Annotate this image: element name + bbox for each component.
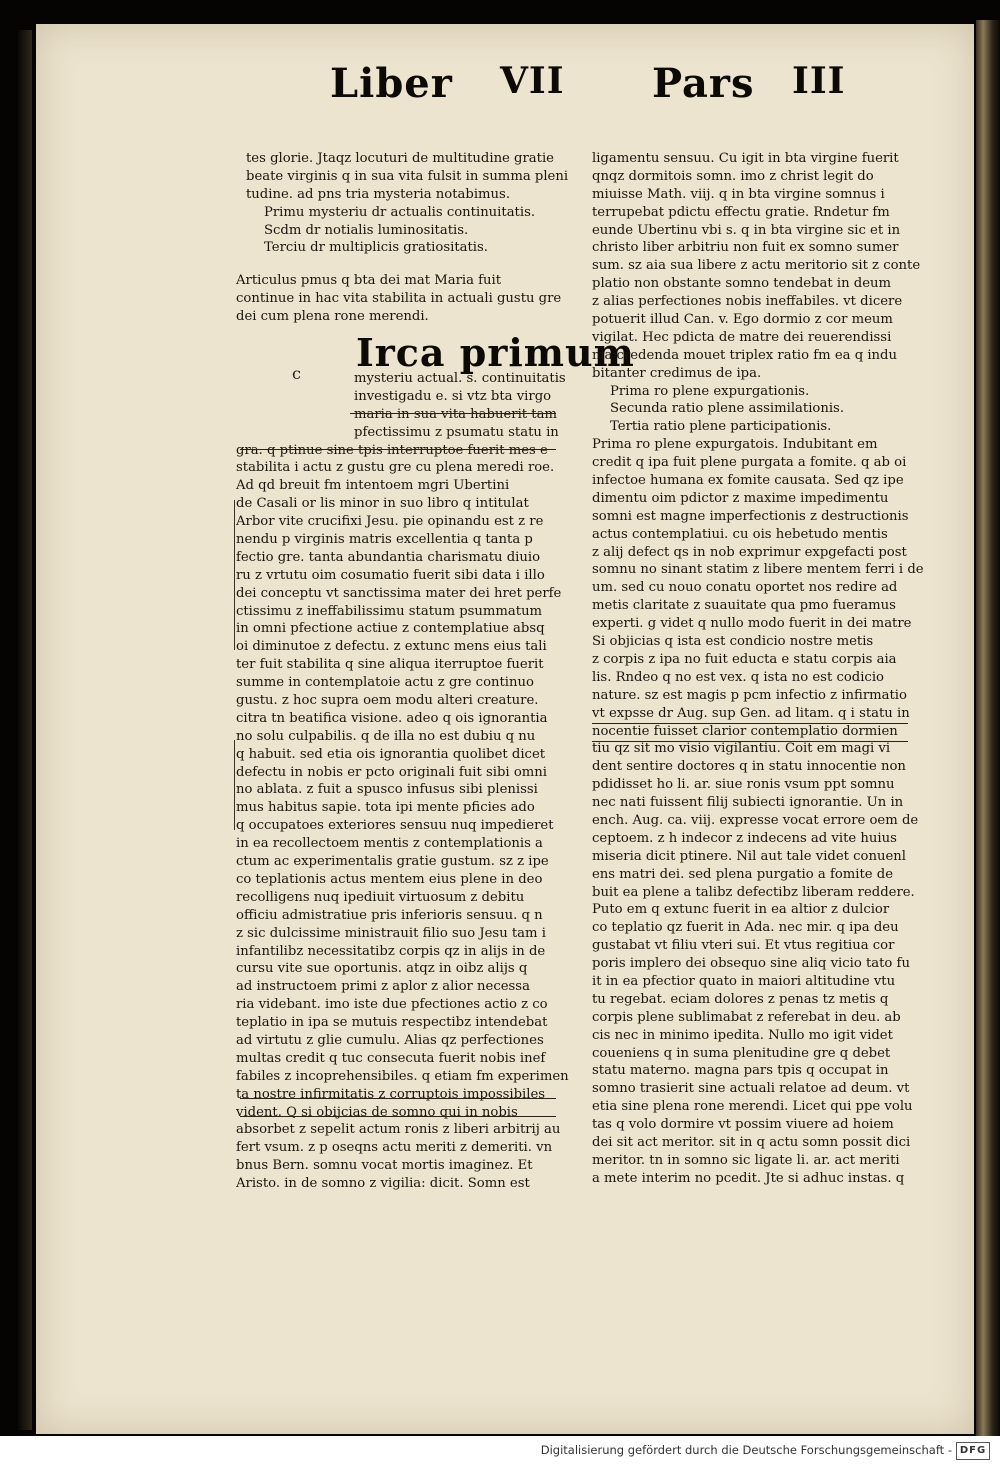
text-line: dei sit act meritor. sit in q actu somn possit dici [592, 1134, 911, 1150]
text-line: Si objicias q ista est condicio nostre metis [592, 634, 874, 650]
marginal-bracket-2 [234, 740, 239, 830]
text-line: stabilita i actu z gustu gre cu plena meredi roe. [236, 460, 555, 476]
text-line: um. sed cu nouo conatu oportet nos redire ad [592, 580, 898, 596]
text-line: terrupebat pdictu effectu gratie. Rndetur fm [592, 204, 890, 220]
text-line: mus habitus sapie. tota ipi mente pficies ado [236, 800, 535, 816]
text-line: fabiles z incoprehensibiles. q etiam fm experimen [236, 1068, 569, 1084]
text-line: corpis plene sublimabat z referebat in deu. ab [592, 1009, 901, 1025]
text-line: Prima ro plene expurgationis. [610, 383, 810, 399]
text-line: ria videbant. imo iste due pfectiones actio z co [236, 997, 548, 1013]
text-line: sum. sz aia sua libere z actu meritorio sit z conte [592, 258, 921, 274]
text-line: q occupatoes exteriores sensuu nuq impedieret [236, 818, 554, 834]
funding-credit: Digitalisierung gefördert durch die Deutsche Forschungsgemeinschaft - [540, 1443, 952, 1457]
text-line: tu regebat. eciam dolores z penas tz metis q [592, 991, 889, 1007]
text-line: tes glorie. Jtaqz locuturi de multitudine gratie [246, 151, 554, 166]
text-line: ctissimu z ineffabilissimu statum psummatum [236, 603, 543, 619]
book-gutter-shadow [18, 30, 32, 1430]
text-line: maria in sua vita habuerit tam [354, 406, 557, 422]
manuscript-underline [240, 1116, 556, 1117]
text-line: ctum ac experimentalis gratie gustum. sz z ipe [236, 854, 549, 870]
text-line: miuisse Math. viij. q in bta virgine somnus i [592, 186, 885, 202]
text-line: gustu. z hoc supra oem modu alteri creature. [236, 693, 539, 709]
text-line: Secunda ratio plene assimilationis. [610, 401, 845, 417]
text-line: Articulus pmus q bta dei mat Maria fuit [236, 273, 502, 288]
text-line: Aristo. in de somno z vigilia: dicit. Somn est [236, 1176, 530, 1192]
text-line: miseria dicit ptinere. Nil aut tale videt conuenl [592, 848, 906, 864]
text-line: cursu vite sue oportunis. atqz in oibz alijs q [236, 961, 528, 977]
text-line: z alij defect qs in nob exprimur expgefacti post [592, 544, 907, 560]
text-line: actus contemplatiui. cu ois hebetudo mentis [592, 526, 888, 542]
header-pars: Pars [652, 60, 755, 107]
text-line: absorbet z sepelit actum ronis z liberi arbitrij au [236, 1122, 561, 1138]
text-line: ligamentu sensuu. Cu igit in bta virgine fuerit [592, 151, 899, 166]
left-column-intro [246, 150, 568, 257]
text-line: dent sentire doctores q in statu innocentie non [592, 759, 906, 775]
text-line: fert vsum. z p oseqns actu meriti z demeriti. vn [236, 1140, 553, 1156]
text-line: beate virginis q in sua vita fulsit in summa pleni [246, 168, 569, 184]
text-line: ter fuit stabilita q sine aliqua iterruptoe fuerit [236, 657, 544, 673]
text-line: dei cum plena rone merendi. [236, 308, 429, 324]
text-line: ad instructoem primi z aplor z alior necessa [236, 979, 530, 995]
text-line: in ea recollectoem mentis z contemplationis a [236, 836, 543, 852]
left-column-articulus [236, 272, 561, 326]
text-line: citra tn beatifica visione. adeo q ois ignorantia [236, 710, 548, 726]
text-line: Terciu dr multiplicis gratiositatis. [264, 240, 488, 256]
text-line: oi diminutoe z defectu. z extunc mens eius tali [236, 639, 547, 655]
text-line: ta nostre infirmitatis z corruptois impossibiles [236, 1086, 546, 1102]
manuscript-underline [592, 723, 908, 724]
marginal-note-c: c [292, 364, 301, 383]
text-line: pdidisset ho li. ar. siue ronis vsum ppt somnu [592, 777, 895, 793]
text-line: eunde Ubertinu vbi s. q in bta virgine sic et in [592, 222, 901, 238]
text-line: Ad qd breuit fm intentoem mgri Ubertini [236, 478, 510, 494]
text-line: ench. Aug. ca. viij. expresse vocat errore oem de [592, 812, 919, 828]
text-line: Arbor vite crucifixi Jesu. pie opinandu est z re [236, 514, 544, 530]
text-line: dimentu oim pdictor z maxime impedimentu [592, 490, 889, 506]
text-line: infantilibz necessitatibz corpis qz in alijs in de [236, 943, 546, 959]
text-line: ens matri dei. sed plena purgatio a fomite de [592, 866, 894, 882]
initial-heading: Irca primum [356, 330, 635, 375]
page-edge [976, 20, 1000, 1436]
text-line: tiu qz sit mo visio vigilantiu. Coit em magi vi [592, 741, 891, 757]
text-line: gra. q ptinue sine tpis interruptoe fuerit mes e [236, 442, 548, 458]
text-line: defectu in nobis er pcto originali fuit sibi omni [236, 764, 547, 780]
text-line: nature. sz est magis p pcm infectio z infirmatio [592, 687, 907, 703]
text-line: Puto em q extunc fuerit in ea altior z dulcior [592, 902, 890, 918]
marginal-bracket [234, 500, 239, 650]
text-line: vident. Q si obijcias de somno qui in nobis [236, 1104, 518, 1120]
text-line: tas q volo dormire vt possim viuere ad hoiem [592, 1117, 894, 1133]
text-line: ad virtutu z glie cumulu. Alias qz perfectiones [236, 1032, 544, 1048]
text-line: a mete interim no pcedit. Jte si adhuc instas. q [592, 1170, 905, 1186]
text-line: officiu admistratiue pris inferioris sensuu. q n [236, 907, 543, 923]
text-line: no ablata. z fuit a spusco infusus sibi plenissi [236, 782, 538, 798]
manuscript-underline [350, 413, 556, 414]
text-line: Prima ro plene expurgatois. Indubitant em [592, 437, 878, 453]
text-line: somni est magne imperfectionis z destructionis [592, 508, 909, 524]
text-line: gustabat vt filiu vteri sui. Et vtus regitiua cor [592, 938, 895, 954]
text-line: infectoe humana ex fomite causata. Sed qz ipe [592, 473, 904, 489]
text-line: credit q ipa fuit plene purgata a fomite. q ab oi [592, 455, 907, 471]
text-line: vt expsse dr Aug. sup Gen. ad litam. q i statu in [592, 705, 910, 721]
text-line: pfectissimu z psumatu statu in [354, 424, 559, 440]
text-line: teplatio in ipa se mutuis respectibz intendebat [236, 1015, 548, 1031]
text-line: ceptoem. z h indecor z indecens ad vite huius [592, 830, 897, 846]
text-line: q habuit. sed etia ois ignorantia quolibet dicet [236, 746, 546, 762]
manuscript-underline [240, 1098, 556, 1099]
header-liber: Liber [330, 60, 453, 107]
text-line: continue in hac vita stabilita in actuali gustu gre [236, 290, 562, 306]
text-line: cis nec in minimo ipedita. Nullo mo igit videt [592, 1027, 893, 1043]
text-line: poris implero dei obsequo sine aliq vicio tato fu [592, 956, 910, 972]
text-line: dei conceptu vt sanctissima mater dei hret perfe [236, 585, 562, 601]
text-line: mysteriu actual. s. continuitatis [354, 371, 566, 386]
digitization-footer [0, 1436, 1000, 1466]
text-line: co teplatio qz fuerit in Ada. nec mir. q ipa deu [592, 920, 899, 936]
right-column-body [592, 150, 924, 1188]
text-line: bitanter credimus de ipa. [592, 365, 762, 381]
text-line: vigilat. Hec pdicta de matre dei reuerendissi [592, 329, 892, 345]
text-line: z sic dulcissime ministrauit filio suo Jesu tam i [236, 925, 546, 941]
text-line: z alias perfectiones nobis ineffabiles. vt dicere [592, 294, 903, 310]
text-line: z corpis z ipa no fuit educta e statu corpis aia [592, 651, 897, 667]
text-line: summe in contemplatoie actu z gre continuo [236, 675, 534, 691]
text-line: investigadu e. si vtz bta virgo [354, 388, 552, 404]
text-line: co teplationis actus mentem eius plene in deo [236, 871, 543, 887]
text-line: de Casali or lis minor in suo libro q intitulat [236, 496, 529, 512]
header-pars-number: III [792, 60, 846, 102]
text-line: tudine. ad pns tria mysteria notabimus. [246, 186, 511, 202]
text-line: Tertia ratio plene participationis. [610, 419, 832, 435]
manuscript-underline [592, 741, 908, 742]
text-line: potuerit illud Can. v. Ego dormio z cor meum [592, 312, 893, 328]
text-line: nocentie fuisset clarior contemplatio dormien [592, 723, 898, 739]
text-line: fectio gre. tanta abundantia charismatu diuio [236, 549, 541, 565]
text-line: somnu no sinant statim z libere mentem ferri i de [592, 562, 924, 578]
text-line: statu materno. magna pars tpis q occupat in [592, 1063, 889, 1079]
text-line: meritor. tn in somno sic ligate li. ar. act meriti [592, 1152, 900, 1168]
text-line: buit ea plene a talibz defectibz liberam reddere. [592, 884, 915, 900]
text-line: Scdm dr notialis luminositatis. [264, 222, 469, 238]
text-line: ma credenda mouet triplex ratio fm ea q indu [592, 347, 897, 363]
text-line: nendu p virginis matris excellentia q tanta p [236, 532, 533, 548]
dfg-logo: DFG [956, 1442, 990, 1460]
text-line: nec nati fuissent filij subiecti ignorantie. Un in [592, 795, 904, 811]
text-line: ru z vrtutu oim cosumatio fuerit sibi data i illo [236, 567, 545, 583]
text-line: in omni pfectione actiue z contemplatiue absq [236, 621, 545, 637]
text-line: etia sine plena rone merendi. Licet qui ppe volu [592, 1099, 913, 1115]
manuscript-underline [240, 449, 556, 450]
text-line: qnqz dormitois somn. imo z christ legit do [592, 168, 874, 184]
text-line: no solu culpabilis. q de illa no est dubiu q nu [236, 728, 536, 744]
text-line: metis claritate z suauitate qua pmo fueramus [592, 598, 896, 614]
text-line: Primu mysteriu dr actualis continuitatis. [264, 204, 536, 220]
text-line: somno trasierit sine actuali relatoe ad deum. vt [592, 1081, 910, 1097]
text-line: coueniens q in suma plenitudine gre q debet [592, 1045, 891, 1061]
text-line: it in ea pfectior quato in maiori altitudine vtu [592, 973, 896, 989]
header-liber-number: VII [500, 60, 565, 102]
text-line: multas credit q tuc consecuta fuerit nobis inef [236, 1050, 546, 1066]
text-line: recolligens nuq ipediuit virtuosum z debitu [236, 889, 525, 905]
text-line: platio non obstante somno tendebat in deum [592, 276, 892, 292]
left-column-body [236, 370, 569, 1193]
text-line: lis. Rndeo q no est vex. q ista no est codicio [592, 669, 884, 685]
text-line: christo liber arbitriu non fuit ex somno sumer [592, 240, 899, 256]
text-line: bnus Bern. somnu vocat mortis imaginez. Et [236, 1158, 533, 1174]
text-line: experti. g videt q nullo modo fuerit in dei matre [592, 616, 912, 632]
running-header [0, 60, 1000, 130]
